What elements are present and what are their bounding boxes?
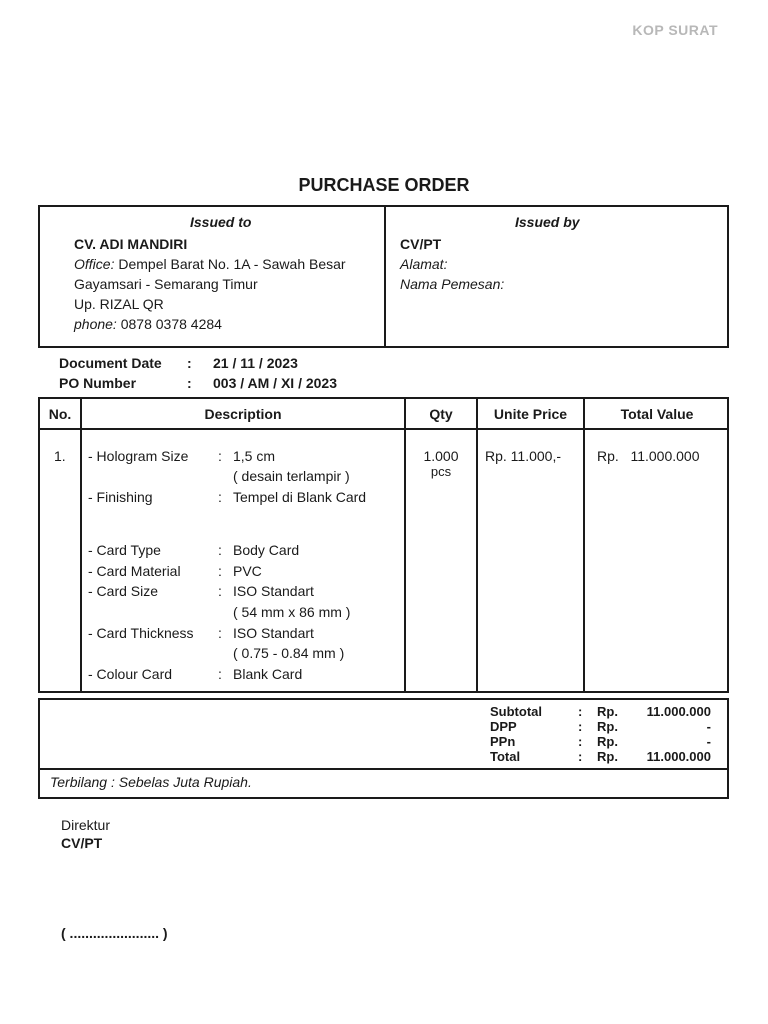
totals-sep: : — [578, 734, 583, 749]
spec-value: ( 54 mm x 86 mm ) — [233, 604, 351, 620]
header-unit-price: Unite Price — [493, 406, 568, 422]
col-divider-4 — [583, 399, 585, 691]
totals-label: PPn — [490, 734, 516, 749]
header-description: Description — [204, 406, 282, 422]
spec-sep: : — [218, 625, 222, 641]
office-value: Dempel Barat No. 1A - Sawah Besar — [114, 256, 346, 272]
spec-sep: : — [218, 489, 222, 505]
row-total-value: Rp. 11.000.000 — [597, 448, 700, 464]
col-divider-2 — [404, 399, 406, 691]
signature-name-placeholder: ( ....................... ) — [61, 925, 168, 941]
header-divider — [40, 428, 727, 430]
doc-date-label: Document Date — [59, 355, 162, 371]
header-total-value: Total Value — [620, 406, 694, 422]
po-number-value: 003 / AM / XI / 2023 — [213, 375, 337, 391]
spec-value: ( desain terlampir ) — [233, 468, 350, 484]
spec-value: Tempel di Blank Card — [233, 489, 367, 505]
doc-date-colon: : — [187, 355, 192, 371]
issued-to-office — [74, 256, 346, 272]
issued-to-phone — [74, 316, 222, 332]
po-number-label: PO Number — [59, 375, 137, 391]
issued-by-header: Issued by — [515, 214, 580, 230]
office-label: Office: — [74, 256, 115, 272]
header-no: No. — [48, 406, 72, 422]
header-qty: Qty — [429, 406, 453, 422]
issued-by-pemesan: Nama Pemesan: — [400, 276, 505, 292]
row-qty-unit: pcs — [430, 464, 452, 479]
spec-sep: : — [218, 563, 222, 579]
totals-cur: Rp. — [597, 749, 618, 764]
spec-label: - Hologram Size — [88, 448, 189, 464]
totals-value: 11.000.000 — [646, 704, 711, 719]
spec-value: ISO Standart — [233, 625, 314, 641]
issued-to-company: CV. ADI MANDIRI — [74, 236, 188, 252]
row-unit-price: Rp. 11.000,- — [485, 448, 562, 464]
totals-label: Total — [490, 749, 521, 764]
spec-value: Body Card — [233, 542, 300, 558]
totals-sep: : — [578, 719, 583, 734]
spec-value: PVC — [233, 563, 262, 579]
totals-cur: Rp. — [597, 719, 618, 734]
spec-label: - Finishing — [88, 489, 153, 505]
spec-sep: : — [218, 666, 222, 682]
row-no: 1. — [54, 448, 66, 464]
totals-box — [38, 698, 729, 799]
signature-company: CV/PT — [61, 835, 103, 851]
totals-value: 11.000.000 — [646, 749, 711, 764]
terbilang-text: Terbilang : Sebelas Juta Rupiah. — [50, 774, 252, 790]
row-qty-number: 1.000 — [423, 448, 459, 464]
issued-to-address2: Gayamsari - Semarang Timur — [74, 276, 258, 292]
spec-value: ISO Standart — [233, 583, 314, 599]
col-divider-3 — [476, 399, 478, 691]
spec-sep: : — [218, 448, 222, 464]
po-number-colon: : — [187, 375, 192, 391]
issued-divider — [384, 207, 386, 346]
spec-sep: : — [218, 542, 222, 558]
totals-sep: : — [578, 749, 583, 764]
spec-label: - Card Type — [88, 542, 161, 558]
phone-label: phone: — [74, 316, 117, 332]
totals-divider — [40, 768, 727, 770]
spec-label: - Card Size — [88, 583, 159, 599]
col-divider-1 — [80, 399, 82, 691]
totals-sep: : — [578, 704, 583, 719]
phone-value: 0878 0378 4284 — [116, 316, 222, 332]
spec-value: 1,5 cm — [233, 448, 276, 464]
spec-label: - Colour Card — [88, 666, 173, 682]
items-table — [38, 397, 729, 693]
issued-to-attn: Up. RIZAL QR — [74, 296, 164, 312]
totals-label: DPP — [490, 719, 517, 734]
totals-cur: Rp. — [597, 704, 618, 719]
totals-value: - — [706, 719, 711, 734]
spec-sep: : — [218, 583, 222, 599]
spec-value: ( 0.75 - 0.84 mm ) — [233, 645, 345, 661]
issued-box — [38, 205, 729, 348]
issued-by-alamat: Alamat: — [400, 256, 448, 272]
issued-to-header: Issued to — [190, 214, 252, 230]
doc-date-value: 21 / 11 / 2023 — [213, 355, 298, 371]
letterhead-placeholder: KOP SURAT — [632, 22, 718, 38]
spec-label: - Card Material — [88, 563, 181, 579]
totals-cur: Rp. — [597, 734, 618, 749]
document-title: PURCHASE ORDER — [298, 175, 470, 195]
signature-role: Direktur — [61, 817, 111, 833]
spec-label: - Card Thickness — [88, 625, 194, 641]
totals-value: - — [706, 734, 711, 749]
totals-label: Subtotal — [490, 704, 542, 719]
issued-by-company: CV/PT — [400, 236, 442, 252]
spec-value: Blank Card — [233, 666, 303, 682]
